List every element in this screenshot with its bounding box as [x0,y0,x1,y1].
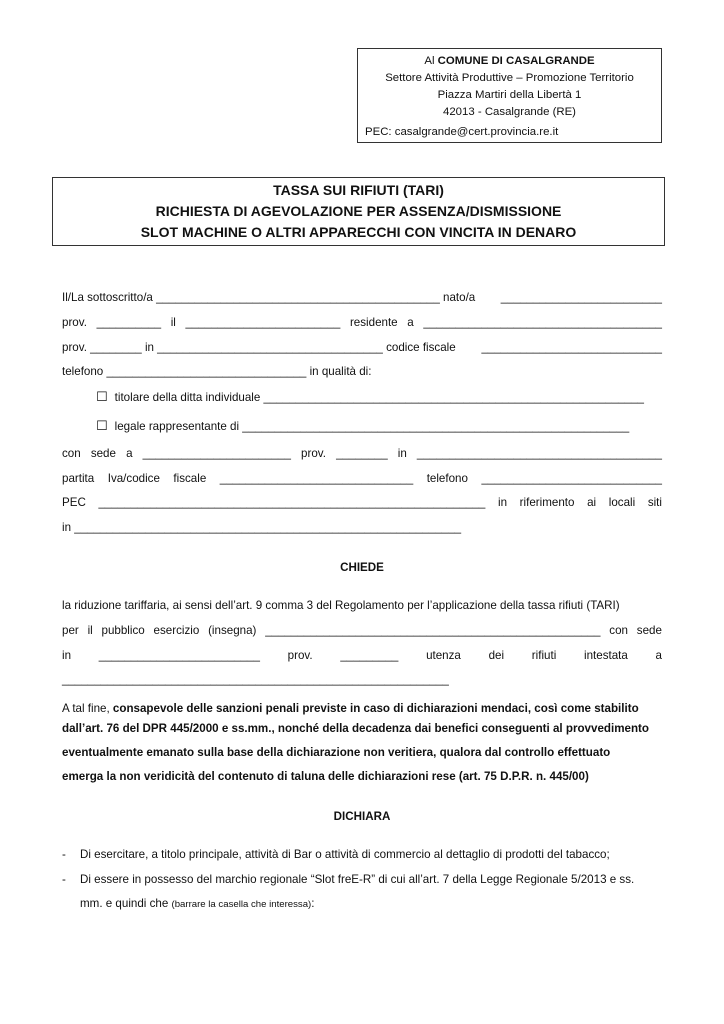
dichiara-item-2-text: Di essere in possesso del marchio regionale “Slot freE-R” di cui all’art. 7 della Legge Regionale 5/2013 e ss. [80,873,635,886]
dichiara-item-2-cont: mm. e quindi che [80,897,172,910]
chiede-paragraph-1: la riduzione tariffaria, ai sensi dell’art. 9 comma 3 del Regolamento per l’applicazione della tassa rifiuti (TARI) [62,599,620,612]
label-il: il [170,316,176,329]
recipient-line-3: Piazza Martiri della Libertà 1 [437,89,582,101]
label-sede: sede [90,447,116,460]
applicant-prov-row [62,315,662,330]
prov-field[interactable]: __________ [96,316,162,329]
label-riferimento: riferimento [519,496,575,509]
recipient-prefix: Al [424,55,438,67]
recipient-line-2: Settore Attività Produttive – Promozione Territorio [385,72,634,84]
pec-field[interactable]: ____________________________________________________________ [98,496,486,509]
word: dei [488,649,505,662]
label-a: a [407,316,414,329]
word: per [62,624,79,637]
label-in: in [498,496,508,509]
declaration-line-1: consapevole delle sanzioni penali previste in caso di dichiarazioni mendaci, così come stabilito [112,702,639,715]
chiede-paragraph-2 [62,623,662,638]
business-city-field[interactable]: _________________________ [98,649,260,662]
checkbox-icon[interactable]: ☐ [96,418,108,433]
label-prov: prov. [301,447,326,460]
seat-address-field[interactable]: ______________________________________ [416,447,662,460]
title-line-3: SLOT MACHINE O ALTRI APPARECCHI CON VINCITA IN DENARO [140,224,577,240]
declaration-line-3: eventualmente emanato sulla base della dichiarazione non veritiera, qualora dal controllo effettuato [62,746,611,759]
word: intestata [584,649,628,662]
label-iva: Iva/codice [107,472,160,485]
label-prov: prov. [62,316,87,329]
word: sede [636,624,662,637]
label-siti: siti [647,496,662,509]
vat-field[interactable]: ______________________________ [219,472,414,485]
option-legale[interactable] [96,418,656,434]
dichiara-item-2 [62,872,662,887]
label-a: a [126,447,133,460]
business-prov-field[interactable]: _________ [340,649,399,662]
recipient-pec: PEC: casalgrande@cert.provincia.re.it [365,126,559,138]
seat-prov-field[interactable]: ________ [336,447,388,460]
recipient-name: COMUNE DI CASALGRANDE [437,55,595,67]
title-line-2: RICHIESTA DI AGEVOLAZIONE PER ASSENZA/DISMISSIONE [155,203,562,219]
pec-row [62,495,662,510]
word: prov. [287,649,313,662]
dichiara-heading: DICHIARA [333,810,391,823]
dichiara-item-2-end: : [311,897,315,910]
recipient-box [357,48,662,143]
declaration-paragraph [62,697,662,721]
word: a [655,649,662,662]
label-locali: locali [608,496,636,509]
word: rifiuti [531,649,557,662]
word: in [62,649,72,662]
label-pec: PEC [62,496,86,509]
seat-field[interactable]: _______________________ [142,447,291,460]
label-fiscale: fiscale [173,472,207,485]
title-line-1: TASSA SUI RIFIUTI (TARI) [273,182,444,198]
label-in: in [397,447,407,460]
dichiara-item-1-text: Di esercitare, a titolo principale, attività di Bar o attività di commercio al dettaglio di prodotti del tabacco; [80,848,610,861]
chiede-paragraph-3 [62,648,662,663]
recipient-line-4: 42013 - Casalgrande (RE) [443,106,576,118]
label-partita: partita [62,472,95,485]
bullet-dash: - [62,848,66,861]
option-titolare[interactable] [96,389,656,405]
chiede-heading: CHIEDE [340,561,384,574]
label-con: con [62,447,81,460]
residence-field[interactable]: _____________________________________ [423,316,662,329]
birthplace-field[interactable]: _________________________ [500,291,662,304]
dichiara-item-2-continued [80,896,680,912]
birthdate-field[interactable]: ________________________ [185,316,341,329]
word: (insegna) [208,624,257,637]
label-residente: residente [349,316,398,329]
applicant-fiscal-row [62,340,662,355]
dichiara-item-1 [62,847,662,862]
declaration-line-2: dall’art. 76 del DPR 445/2000 e ss.mm., nonché della decadenza dai benefici conseguenti al provvedimento [62,722,649,735]
option-titolare-label: titolare della ditta individuale ___________________________________________________________ [114,391,644,404]
premises-field[interactable]: in ____________________________________________________________ [62,521,462,534]
checkbox-icon[interactable]: ☐ [96,389,108,404]
vat-row [62,471,662,486]
residence-prov-field[interactable]: prov. ________ in ___________________________________ codice fiscale [62,341,456,354]
company-seat-row [62,446,662,461]
bullet-dash: - [62,873,66,886]
declaration-line-4: emerga la non veridicità del contenuto di taluna delle dichiarazioni rese (art. 75 D.P.R. n. 445/00) [62,770,589,783]
recipient-line-1 [358,53,661,70]
fiscal-code-field[interactable]: ____________________________ [481,341,662,354]
business-sign-field[interactable]: ____________________________________________________ [265,624,601,637]
dichiara-item-2-note: (barrare la casella che interessa) [171,899,312,910]
form-title-box [52,177,665,246]
label-telefono: telefono [426,472,468,485]
account-holder-field[interactable]: ____________________________________________________________ [62,673,449,686]
company-phone-field[interactable]: ____________________________ [481,472,662,485]
word: pubblico [101,624,145,637]
applicant-name-row [62,290,662,305]
option-legale-label: legale rappresentante di ____________________________________________________________ [114,420,630,433]
applicant-name-field[interactable]: Il/La sottoscritto/a ____________________________________________ nato/a [62,291,476,304]
label-ai: ai [587,496,597,509]
phone-row[interactable]: telefono _______________________________ in qualità di: [62,365,372,378]
word: il [87,624,93,637]
word: utenza [426,649,461,662]
word: con [609,624,628,637]
declaration-prefix: A tal fine, [62,702,113,715]
word: esercizio [153,624,200,637]
